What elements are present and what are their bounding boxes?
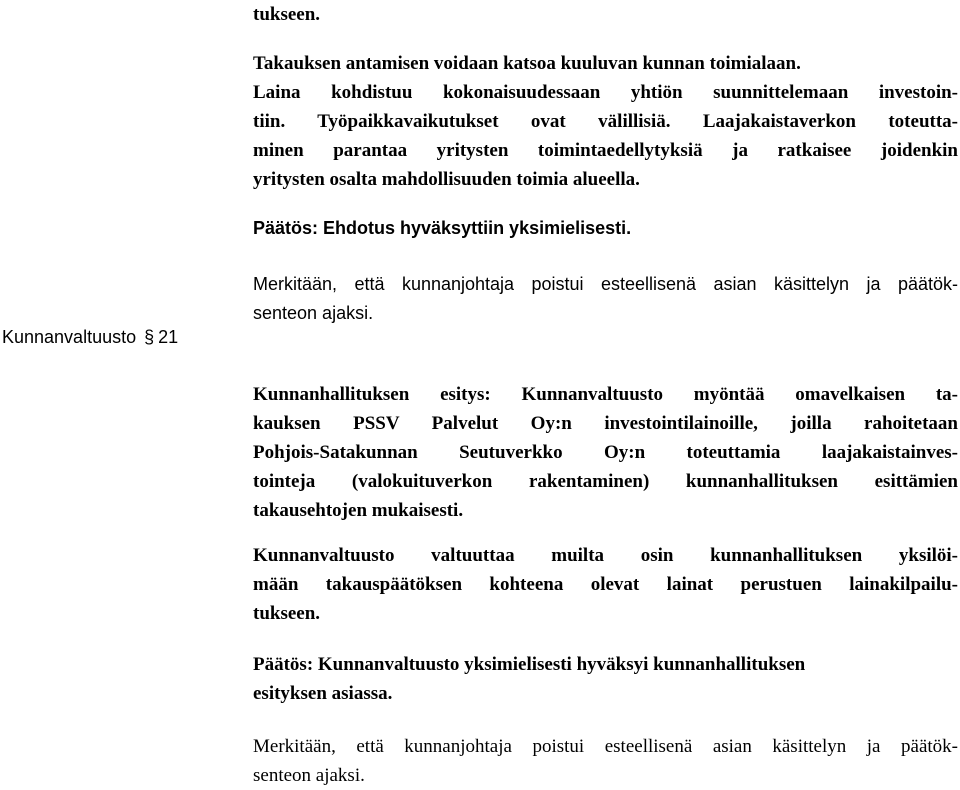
text-line: mään takauspäätöksen kohteena olevat lainat perustuen lainakilpailu- <box>253 574 958 595</box>
council-decision <box>253 650 958 708</box>
text-line: tukseen. <box>253 603 321 624</box>
section-symbol: § <box>144 327 155 347</box>
text-line: tukseen. <box>253 4 321 25</box>
council-authorization <box>253 541 958 628</box>
fragment-top <box>253 0 958 29</box>
text-line: takausehtojen mukaisesti. <box>253 500 464 521</box>
board-proposal <box>253 380 958 525</box>
text-line: minen parantaa yritysten toimintaedellytyksiä ja ratkaisee joidenkin <box>253 140 958 161</box>
text-line: Merkitään, että kunnanjohtaja poistui esteellisenä asian käsittelyn ja päätök- <box>253 274 958 294</box>
decision-statement <box>253 214 958 243</box>
text-line: Takauksen antamisen voidaan katsoa kuuluvan kunnan toimialaan. <box>253 53 801 74</box>
text-line: Päätös: Ehdotus hyväksyttiin yksimielisesti. <box>253 218 632 238</box>
text-line: Päätös: Kunnanvaltuusto yksimielisesti hyväksyi kunnanhallituksen <box>253 654 806 675</box>
section-label <box>2 323 178 352</box>
disqualification-note <box>253 270 958 328</box>
text-line: Kunnanhallituksen esitys: Kunnanvaltuusto myöntää omavelkaisen ta- <box>253 384 958 405</box>
text-line: senteon ajaksi. <box>253 765 365 786</box>
text-line: Pohjois-Satakunnan Seutuverkko Oy:n toteuttamia laajakaistainves- <box>253 442 958 463</box>
text-line: Laina kohdistuu kokonaisuudessaan yhtiön suunnittelemaan investoin- <box>253 82 958 103</box>
text-line: kauksen PSSV Palvelut Oy:n investointilainoille, joilla rahoitetaan <box>253 413 958 434</box>
text-line: Kunnanvaltuusto valtuuttaa muilta osin kunnanhallituksen yksilöi- <box>253 545 958 566</box>
disqualification-note-2 <box>253 732 958 790</box>
section-body: Kunnanvaltuusto <box>2 327 137 347</box>
text-line: Merkitään, että kunnanjohtaja poistui esteellisenä asian käsittelyn ja päätök- <box>253 736 958 757</box>
text-line: tiin. Työpaikkavaikutukset ovat välillisiä. Laajakaistaverkon toteutta- <box>253 111 958 132</box>
justification-paragraph <box>253 49 958 194</box>
text-line: esityksen asiassa. <box>253 683 393 704</box>
text-line: yritysten osalta mahdollisuuden toimia alueella. <box>253 169 640 190</box>
section-number: 21 <box>158 327 179 347</box>
text-line: tointeja (valokuituverkon rakentaminen) kunnanhallituksen esittämien <box>253 471 958 492</box>
text-line: senteon ajaksi. <box>253 303 374 323</box>
